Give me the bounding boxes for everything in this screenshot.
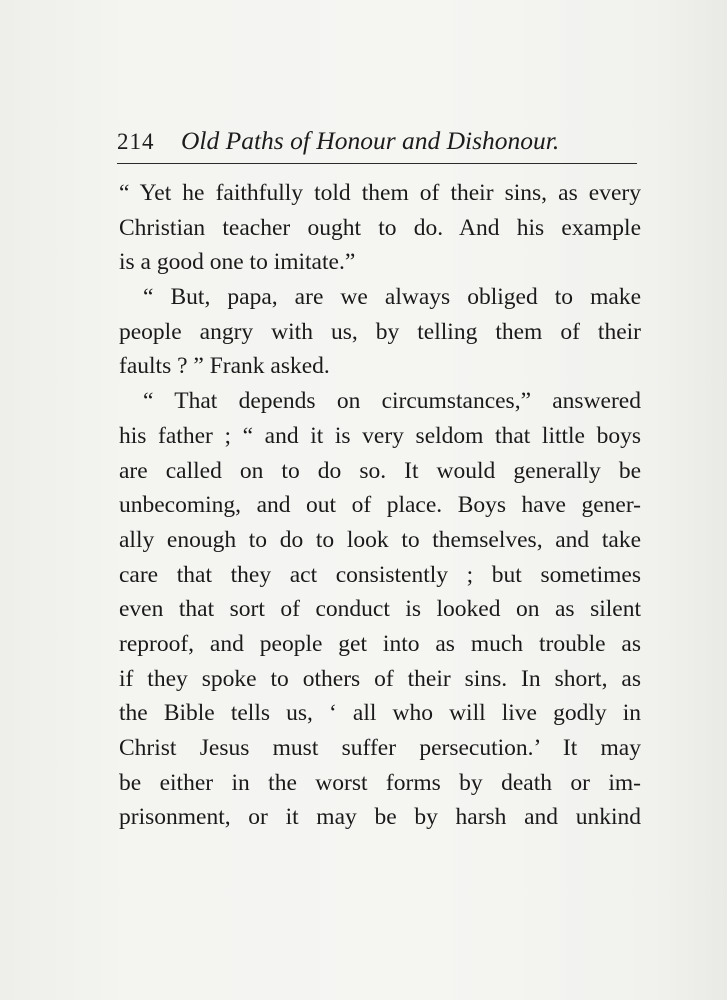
text-line: is a good one to imitate.” [119, 249, 356, 276]
text-line: if they spoke to others of their sins. In short, as [119, 665, 641, 692]
text-line: are called on to do so. It would generally be [119, 457, 641, 484]
text-line: reproof, and people get into as much trouble as [119, 630, 641, 657]
text-line: “ That depends on circumstances,” answered [143, 388, 641, 415]
text-line: “ But, papa, are we always obliged to make [143, 284, 641, 311]
page-number: 214 [117, 129, 155, 154]
text-line: unbecoming, and out of place. Boys have gener- [119, 492, 641, 519]
text-line: even that sort of conduct is looked on as silent [119, 596, 641, 623]
body-text [119, 176, 641, 835]
text-line: Christian teacher ought to do. And his example [119, 214, 641, 241]
text-line: faults ? ” Frank asked. [119, 353, 330, 380]
text-line: “ Yet he faithfully told them of their sins, as every [119, 180, 641, 206]
text-line: ally enough to do to look to themselves, and take [119, 526, 641, 553]
text-line: prisonment, or it may be by harsh and unkind [119, 804, 641, 831]
running-title: Old Paths of Honour and Dishonour. [181, 126, 560, 155]
text-line: people angry with us, by telling them of their [119, 318, 641, 345]
text-line: care that they act consistently ; but sometimes [119, 561, 641, 588]
running-header [117, 126, 637, 160]
header-rule [117, 163, 637, 164]
text-line: Christ Jesus must suffer persecution.’ It may [119, 735, 641, 761]
text-line: the Bible tells us, ‘ all who will live godly in [119, 700, 641, 727]
text-line: be either in the worst forms by death or im- [119, 769, 641, 796]
text-line: his father ; “ and it is very seldom that little boys [119, 422, 641, 449]
